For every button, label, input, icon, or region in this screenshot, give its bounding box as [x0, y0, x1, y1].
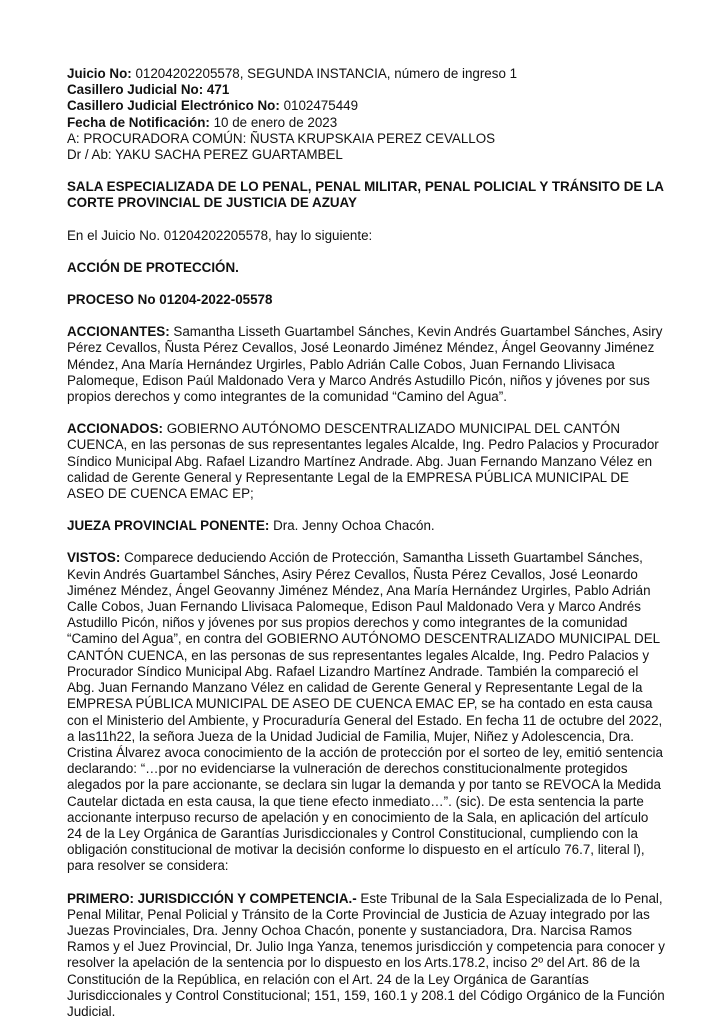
accionantes-label: ACCIONANTES: [67, 324, 170, 340]
lawyer-line: Dr / Ab: YAKU SACHA PEREZ GUARTAMBEL [67, 147, 343, 163]
accionantes-paragraph [67, 324, 665, 405]
primero-paragraph [67, 891, 665, 1021]
primero-text: Este Tribunal de la Sala Especializada de lo Penal, Penal Militar, Penal Policial y Tránsito de la Corte Provincial de Justicia de Azuay integrado por las Juezas Provinciales, Dra. Jenny Ochoa Chacón, ponente y sustanciadora, Dra. Narcisa Ramos Ramos y el Juez Provincial, Dr. Julio Inga Yanza, tenemos jurisdicción y competencia para conocer y resolver la apelación de la sentencia por lo dispuesto en los Arts.178.2, inciso 2º del Art. 86 de la Constitución de la República, en relación con el Art. 24 de la Ley Orgánica de Garantías Jurisdiccionales y Control Constitucional; 151, 159, 160.1 y 208.1 del Código Orgánico de la Función Judicial. [67, 890, 665, 1019]
accionados-label: ACCIONADOS: [67, 421, 163, 437]
juicio-label: Juicio No: [67, 66, 132, 81]
juicio-line [67, 66, 665, 82]
casillero-electronico-line [67, 98, 665, 114]
document-body [67, 66, 665, 1020]
fecha-value: 10 de enero de 2023 [213, 114, 338, 130]
jueza-text: Dra. Jenny Ochoa Chacón. [273, 518, 435, 534]
fecha-line [67, 115, 665, 131]
casillero-label: Casillero Judicial No: [67, 82, 204, 98]
sala-title: SALA ESPECIALIZADA DE LO PENAL, PENAL MILITAR, PENAL POLICIAL Y TRÁNSITO DE LA CORTE PROVINCIAL DE JUSTICIA DE AZUAY [67, 179, 664, 211]
vistos-paragraph [67, 550, 665, 874]
jueza-paragraph [67, 518, 665, 534]
accionantes-text: Samantha Lisseth Guartambel Sánches, Kevin Andrés Guartambel Sánches, Asiry Pérez Cevallos, Ñusta Pérez Cevallos, José Leonardo Jiménez Méndez, Ángel Geovanny Jiménez Méndez, Ana María Hernández Urgirles, Pablo Adrián Calle Cobos, Juan Fernando Llivisaca Palomeque, Edison Paúl Maldonado Vera y Marco Andrés Astudillo Picón, niños y jóvenes por sus propios derechos y como integrantes de la comunidad “Camino del Agua”. [67, 324, 663, 405]
accion-heading: ACCIÓN DE PROTECCIÓN. [67, 259, 239, 275]
juicio-value: 01204202205578, SEGUNDA INSTANCIA, número de ingreso 1 [135, 66, 518, 81]
casillero-line [67, 82, 665, 98]
intro-text: En el Juicio No. 01204202205578, hay lo siguiente: [67, 227, 373, 243]
jueza-label: JUEZA PROVINCIAL PONENTE: [67, 518, 270, 534]
casillero-electronico-label: Casillero Judicial Electrónico No: [67, 98, 280, 114]
recipient-line: A: PROCURADORA COMÚN: ÑUSTA KRUPSKAIA PEREZ CEVALLOS [67, 130, 496, 146]
proceso-heading: PROCESO No 01204-2022-05578 [67, 292, 273, 308]
accionados-paragraph [67, 421, 665, 502]
accionados-text: GOBIERNO AUTÓNOMO DESCENTRALIZADO MUNICIPAL DEL CANTÓN CUENCA, en las personas de sus representantes legales Alcalde, Ing. Pedro Palacios y Procurador Síndico Municipal Abg. Rafael Lizandro Martínez Andrade. Abg. Juan Fernando Manzano Vélez en calidad de Gerente General y Representante Legal de la EMPRESA PÚBLICA MUNICIPAL DE ASEO DE CUENCA EMAC EP; [67, 421, 659, 502]
fecha-label: Fecha de Notificación: [67, 114, 210, 130]
vistos-text: Comparece deduciendo Acción de Protección, Samantha Lisseth Guartambel Sánches, Kevin Andrés Guartambel Sánches, Asiry Pérez Cevallos, Ñusta Pérez Cevallos, José Leonardo Jiménez Méndez, Ángel Geovanny Jiménez Méndez, Ana María Hernández Urgirles, Pablo Adrián Calle Cobos, Juan Fernando Llivisaca Palomeque, Edison Paul Maldonado Vera y Marco Andrés Astudillo Picón, niños y jóvenes por sus propios derechos y como integrantes de la comunidad “Camino del Agua”, en contra del GOBIERNO AUTÓNOMO DESCENTRALIZADO MUNICIPAL DEL CANTÓN CUENCA, en las personas de sus representantes legales Alcalde, Ing. Pedro Palacios y Procurador Síndico Municipal Abg. Rafael Lizandro Martínez Andrade. También la compareció el Abg. Juan Fernando Manzano Vélez en calidad de Gerente General y Representante Legal de la EMPRESA PÚBLICA MUNICIPAL DE ASEO DE CUENCA EMAC EP, se ha contado en esta causa con el Ministerio del Ambiente, y Procuraduría General del Estado. En fecha 11 de octubre del 2022, a las11h22, la señora Jueza de la Unidad Judicial de Familia, Mujer, Niñez y Adolescencia, Dra. Cristina Álvarez avoca conocimiento de la acción de protección por el sorteo de ley, emitió sentencia declarando: “…por no evidenciarse la vulneración de derechos constitucionalmente protegidos alegados por la pare accionante, se declara sin lugar la demanda y por tanto se REVOCA la Medida Cautelar dictada en esta causa, la que tiene efecto inmediato…”. (sic). De esta sentencia la parte accionante interpuso recurso de apelación y en conocimiento de la Sala, en aplicación del artículo 24 de la Ley Orgánica de Garantías Jurisdiccionales y Control Constitucional, cumpliendo con la obligación constitucional de motivar la decisión conforme lo dispuesto en el artículo 76.7, literal l), para resolver se considera: [67, 550, 663, 874]
header-block [67, 66, 665, 163]
casillero-value: 471 [206, 82, 230, 98]
casillero-electronico-value: 0102475449 [283, 98, 359, 114]
primero-label: PRIMERO: JURISDICCIÓN Y COMPETENCIA.- [67, 890, 357, 906]
vistos-label: VISTOS: [67, 550, 121, 566]
